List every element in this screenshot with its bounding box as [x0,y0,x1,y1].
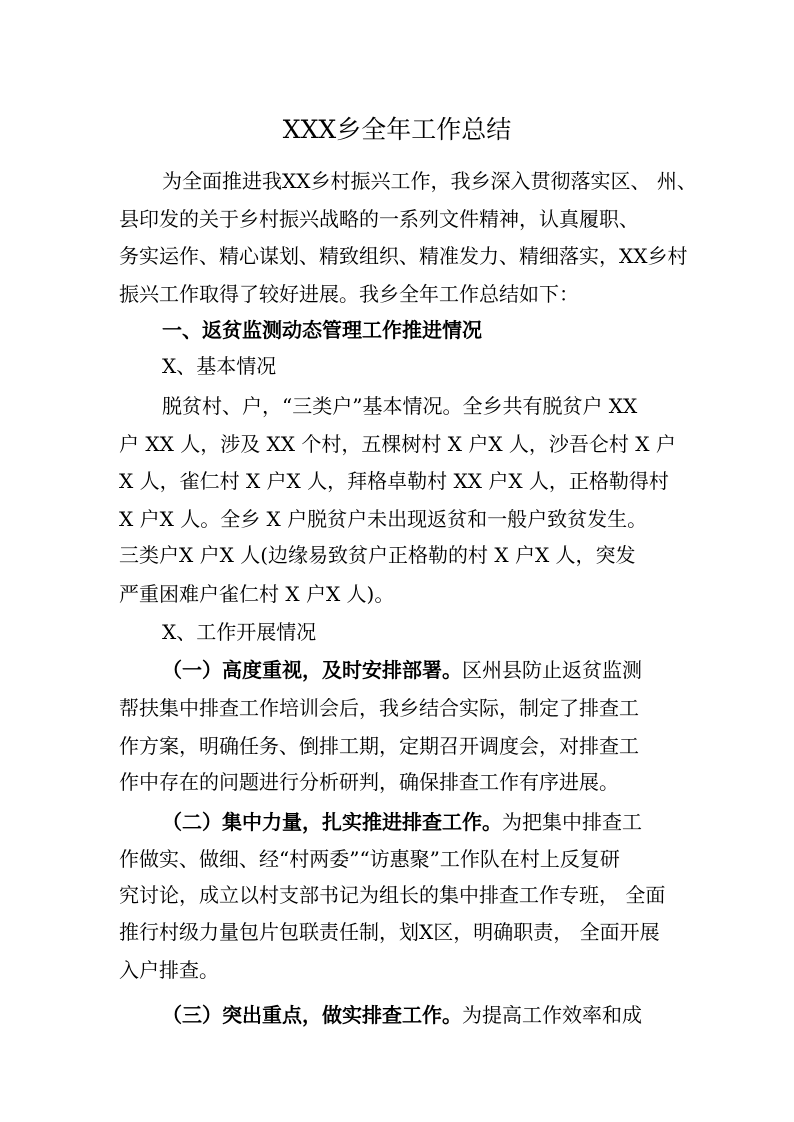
paragraph-line [162,658,642,682]
basic-line: 脱贫村、户，“三类户”基本情况。全乡共有脱贫户 XX [162,394,638,418]
basic-line: 户 XX 人，涉及 XX 个村，五棵树村 X 户X 人，沙吾仑村 X 户 [119,432,676,456]
paragraph-line: 帮扶集中排查工作培训会后，我乡结合实际，制定了排查工 [119,696,639,720]
basic-line: 严重困难户雀仁村 X 户X 人)。 [119,582,395,606]
paragraph-line: 作做实、做细、经“村两委”“访惠聚”工作队在村上反复研 [119,847,620,871]
paragraph-line: 入户排查。 [119,958,219,982]
paragraph-line: 推行村级力量包片包联责任制，划X区，明确职责， 全面开展 [119,920,660,944]
intro-line: 振兴工作取得了较好进展。我乡全年工作总结如下： [119,282,579,306]
paragraph-lead: （三）突出重点，做实排查工作。 [162,1003,462,1027]
paragraph-lead: （二）集中力量，扎实推进排查工作。 [162,810,502,834]
paragraph-text: 为提高工作效率和成 [462,1003,642,1027]
subsection-heading: X、工作开展情况 [162,620,317,644]
subsection-heading: X、基本情况 [162,354,277,378]
intro-line: 为全面推进我XX乡村振兴工作，我乡深入贯彻落实区、 州、 [162,169,697,193]
paragraph-text: 为把集中排查工 [502,810,642,834]
intro-line: 县印发的关于乡村振兴战略的一系列文件精神，认真履职、 [119,207,639,231]
paragraph-line [162,810,642,834]
paragraph-line: 作方案，明确任务、倒排工期，定期召开调度会，对排查工 [119,734,639,758]
paragraph-line [162,1003,642,1027]
basic-line: X 人，雀仁村 X 户X 人，拜格卓勒村 XX 户X 人，正格勒得村 [119,469,669,493]
basic-line: 三类户X 户X 人(边缘易致贫户正格勒的村 X 户X 人，突发 [119,543,636,567]
paragraph-line: 究讨论，成立以村支部书记为组长的集中排查工作专班， 全面 [119,883,666,907]
section-heading: 一、返贫监测动态管理工作推进情况 [162,318,482,342]
document-title: XXX乡全年工作总结 [282,115,512,144]
intro-line: 务实运作、精心谋划、精致组织、精准发力、精细落实，XX乡村 [119,244,688,268]
basic-line: X 户X 人。全乡 X 户脱贫户未出现返贫和一般户致贫发生。 [119,507,648,531]
paragraph-line: 作中存在的问题进行分析研判，确保排查工作有序进展。 [119,770,619,794]
paragraph-text: 区州县防止返贫监测 [462,658,642,682]
paragraph-lead: （一）高度重视，及时安排部署。 [162,658,462,682]
